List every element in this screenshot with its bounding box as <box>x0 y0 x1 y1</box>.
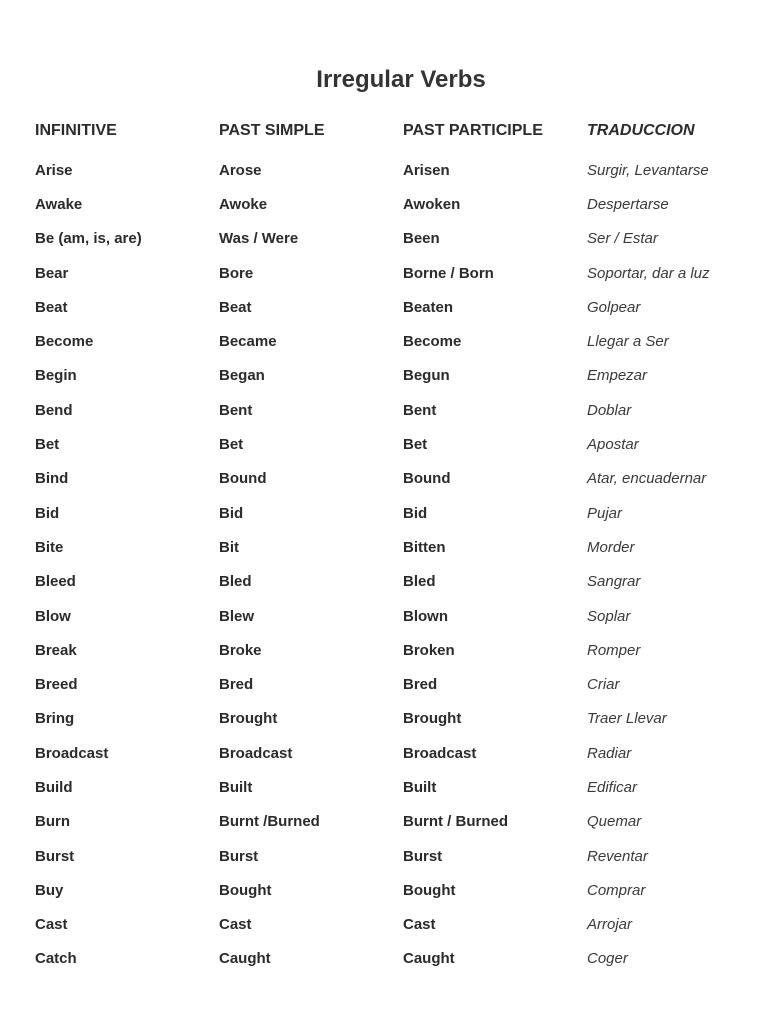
infinitive-cell: Broadcast <box>35 744 109 762</box>
table-row <box>35 427 755 461</box>
header-past-simple: PAST SIMPLE <box>219 122 325 139</box>
infinitive-cell: Be (am, is, are) <box>35 230 142 248</box>
past-simple-cell: Began <box>219 367 265 385</box>
table-row <box>35 565 755 599</box>
past-participle-cell: Bound <box>403 470 451 488</box>
past-simple-cell: Burnt /Burned <box>219 813 320 831</box>
table-row <box>35 530 755 564</box>
past-participle-cell: Beaten <box>403 298 454 316</box>
infinitive-cell: Bear <box>35 264 69 282</box>
header-traduccion: TRADUCCION <box>587 122 695 139</box>
infinitive-cell: Bind <box>35 470 69 488</box>
table-row <box>35 667 755 701</box>
traduccion-cell: Arrojar <box>587 916 633 934</box>
traduccion-cell: Comprar <box>587 881 646 899</box>
traduccion-cell: Empezar <box>587 367 648 385</box>
table-row <box>35 599 755 633</box>
past-simple-cell: Arose <box>219 161 262 179</box>
past-simple-cell: Bid <box>219 504 244 522</box>
infinitive-cell: Awake <box>35 195 83 213</box>
past-participle-cell: Bent <box>403 401 437 419</box>
table-row <box>35 942 755 976</box>
infinitive-cell: Bet <box>35 436 60 454</box>
past-simple-cell: Bore <box>219 264 254 282</box>
past-participle-cell: Bid <box>403 504 428 522</box>
table-header-row <box>35 120 755 142</box>
table-row <box>35 222 755 256</box>
past-simple-cell: Awoke <box>219 195 268 213</box>
past-participle-cell: Bled <box>403 573 436 591</box>
table-row <box>35 770 755 804</box>
infinitive-cell: Catch <box>35 950 77 968</box>
infinitive-cell: Bid <box>35 504 60 522</box>
past-participle-cell: Brought <box>403 710 462 728</box>
infinitive-cell: Bite <box>35 538 64 556</box>
traduccion-cell: Apostar <box>587 436 639 454</box>
past-simple-cell: Bound <box>219 470 267 488</box>
past-participle-cell: Become <box>403 333 462 351</box>
traduccion-cell: Llegar a Ser <box>587 333 669 351</box>
table-body <box>35 153 755 976</box>
past-simple-cell: Built <box>219 778 253 796</box>
table-row <box>35 324 755 358</box>
table-row <box>35 805 755 839</box>
past-participle-cell: Burnt / Burned <box>403 813 508 831</box>
past-simple-cell: Caught <box>219 950 271 968</box>
past-participle-cell: Awoken <box>403 195 461 213</box>
past-simple-cell: Bet <box>219 436 244 454</box>
past-participle-cell: Built <box>403 778 437 796</box>
infinitive-cell: Bend <box>35 401 73 419</box>
past-simple-cell: Burst <box>219 847 259 865</box>
past-simple-cell: Was / Were <box>219 230 299 248</box>
past-simple-cell: Blew <box>219 607 255 625</box>
header-past-participle: PAST PARTICIPLE <box>403 122 543 139</box>
past-simple-cell: Bit <box>219 538 239 556</box>
traduccion-cell: Romper <box>587 641 641 659</box>
past-participle-cell: Been <box>403 230 440 248</box>
past-participle-cell: Begun <box>403 367 450 385</box>
traduccion-cell: Traer Llevar <box>587 710 667 728</box>
past-simple-cell: Broadcast <box>219 744 293 762</box>
past-participle-cell: Bought <box>403 881 456 899</box>
past-participle-cell: Bred <box>403 676 438 694</box>
infinitive-cell: Beat <box>35 298 68 316</box>
traduccion-cell: Ser / Estar <box>587 230 658 248</box>
past-simple-cell: Beat <box>219 298 252 316</box>
infinitive-cell: Burn <box>35 813 70 831</box>
infinitive-cell: Build <box>35 778 73 796</box>
traduccion-cell: Reventar <box>587 847 648 865</box>
traduccion-cell: Coger <box>587 950 628 968</box>
past-participle-cell: Broken <box>403 641 455 659</box>
infinitive-cell: Break <box>35 641 77 659</box>
table-row <box>35 393 755 427</box>
infinitive-cell: Bleed <box>35 573 76 591</box>
traduccion-cell: Atar, encuadernar <box>587 470 707 488</box>
past-simple-cell: Bent <box>219 401 253 419</box>
past-participle-cell: Blown <box>403 607 448 625</box>
table-row <box>35 908 755 942</box>
past-simple-cell: Broke <box>219 641 262 659</box>
traduccion-cell: Morder <box>587 538 635 556</box>
past-participle-cell: Caught <box>403 950 455 968</box>
table-row <box>35 702 755 736</box>
past-simple-cell: Became <box>219 333 277 351</box>
table-row <box>35 256 755 290</box>
past-simple-cell: Cast <box>219 916 252 934</box>
infinitive-cell: Cast <box>35 916 68 934</box>
table-row <box>35 736 755 770</box>
infinitive-cell: Bring <box>35 710 75 728</box>
past-simple-cell: Bled <box>219 573 252 591</box>
infinitive-cell: Blow <box>35 607 71 625</box>
traduccion-cell: Soportar, dar a luz <box>587 264 710 282</box>
table-row <box>35 359 755 393</box>
table-row <box>35 290 755 324</box>
infinitive-cell: Burst <box>35 847 75 865</box>
traduccion-cell: Doblar <box>587 401 632 419</box>
infinitive-cell: Buy <box>35 881 64 899</box>
past-participle-cell: Cast <box>403 916 436 934</box>
header-infinitive: INFINITIVE <box>35 122 117 139</box>
past-simple-cell: Brought <box>219 710 278 728</box>
traduccion-cell: Soplar <box>587 607 631 625</box>
infinitive-cell: Begin <box>35 367 77 385</box>
verb-table <box>35 120 755 976</box>
past-participle-cell: Bitten <box>403 538 446 556</box>
table-row <box>35 187 755 221</box>
traduccion-cell: Despertarse <box>587 195 669 213</box>
table-row <box>35 839 755 873</box>
past-participle-cell: Bet <box>403 436 428 454</box>
traduccion-cell: Edificar <box>587 778 638 796</box>
traduccion-cell: Quemar <box>587 813 642 831</box>
traduccion-cell: Radiar <box>587 744 632 762</box>
infinitive-cell: Become <box>35 333 94 351</box>
table-row <box>35 153 755 187</box>
past-participle-cell: Borne / Born <box>403 264 494 282</box>
past-simple-cell: Bought <box>219 881 272 899</box>
table-row <box>35 633 755 667</box>
traduccion-cell: Golpear <box>587 298 641 316</box>
table-row <box>35 496 755 530</box>
table-row <box>35 873 755 907</box>
table-row <box>35 462 755 496</box>
infinitive-cell: Arise <box>35 161 73 179</box>
page-title: Irregular Verbs <box>316 66 486 93</box>
past-participle-cell: Burst <box>403 847 443 865</box>
past-participle-cell: Broadcast <box>403 744 477 762</box>
past-simple-cell: Bred <box>219 676 254 694</box>
traduccion-cell: Sangrar <box>587 573 641 591</box>
traduccion-cell: Criar <box>587 676 620 694</box>
infinitive-cell: Breed <box>35 676 78 694</box>
traduccion-cell: Surgir, Levantarse <box>587 161 709 179</box>
traduccion-cell: Pujar <box>587 504 623 522</box>
past-participle-cell: Arisen <box>403 161 450 179</box>
